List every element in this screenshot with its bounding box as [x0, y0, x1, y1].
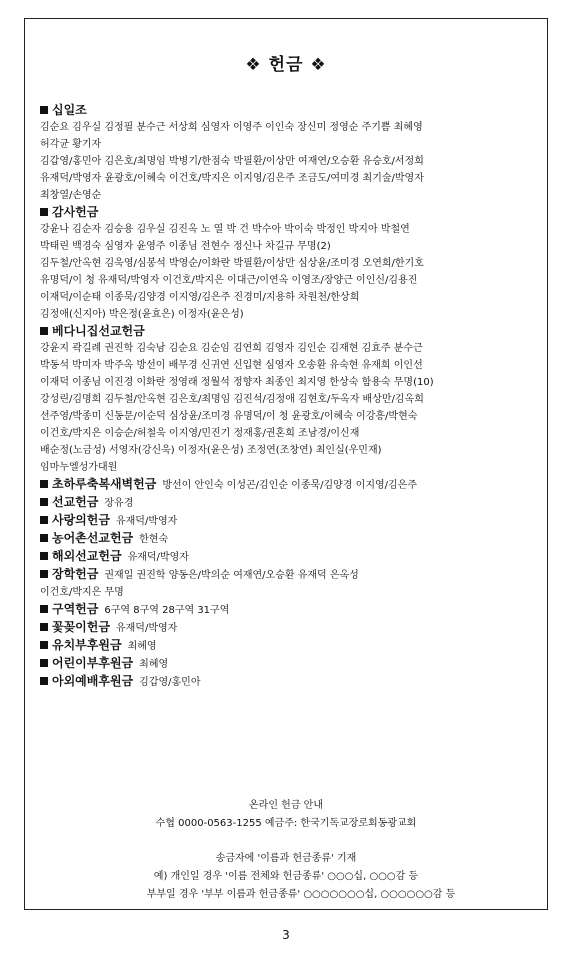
- example-individual: 예) 개인일 경우 '이름 전체와 헌금종류' ○○○십, ○○○감 등: [153, 871, 419, 882]
- name-line: 김순요 김우실 김정필 분수근 서상희 심영자 이영주 이인숙 장신미 정영순 주기쁨 최혜영: [40, 122, 423, 133]
- inline-section-text: 한현숙: [139, 534, 169, 545]
- inline-section-text: 최혜영: [127, 641, 157, 652]
- name-line: 최창열/손영순: [40, 190, 102, 201]
- name-line: 이재덕/이순태 이종묵/김양경 이지영/김은주 진경미/지용하 차원천/한상희: [40, 292, 360, 303]
- inline-section-heading: 초하루축복새벽헌금: [52, 477, 157, 491]
- name-line: 유명덕/이 청 유재덕/박영자 이건호/박지은 이대근/이연옥 이영조/장양근 이인신/김용진: [40, 275, 418, 286]
- inline-section: [40, 530, 536, 548]
- online-offering-title: 온라인 헌금 안내: [249, 800, 323, 811]
- inline-section-text: 6구역 8구역 28구역 31구역: [104, 605, 230, 616]
- example-couple: 부부일 경우 '부부 이름과 헌금종류' ○○○○○○○십, ○○○○○○감 등: [146, 889, 456, 900]
- square-bullet-icon: [40, 659, 48, 667]
- name-line: 김정애(신지아) 박은정(윤효은) 이정자(윤은성): [40, 309, 244, 320]
- square-bullet-icon: [40, 327, 48, 335]
- inline-section: [40, 476, 536, 494]
- name-line: 강윤나 김순자 김승용 김우실 김진옥 노 열 박 건 박수아 박이숙 박정인 박지아 박철연: [40, 224, 410, 235]
- inline-section-heading: 유치부후원금: [52, 638, 122, 652]
- square-bullet-icon: [40, 480, 48, 488]
- name-line: 박태린 백경숙 심영자 윤영주 이종님 전현수 정신나 차길규 무명(2): [40, 241, 331, 252]
- name-line: 박동석 박미자 박주옥 방선이 배무경 신귀연 신입현 심영자 오송환 유숙현 유재희 이인선: [40, 360, 423, 371]
- inline-section: [40, 637, 536, 655]
- inline-section-text: 권재일 권진학 양동은/박의순 여재연/오승환 유재덕 은옥성: [104, 570, 359, 581]
- inline-section-text: 장유경: [104, 498, 134, 509]
- bank-account-info: 수협 0000-0563-1255 예금주: 한국기독교장로회동광교회: [155, 818, 417, 829]
- inline-section-heading: 농어촌선교헌금: [52, 531, 134, 545]
- square-bullet-icon: [40, 605, 48, 613]
- inline-section-heading: 꽃꽂이헌금: [52, 620, 110, 634]
- inline-section: [40, 673, 536, 691]
- name-line: 이건호/박지은 이승순/허철욱 이지영/민진기 정재홍/권혼희 조남경/이신재: [40, 428, 360, 439]
- name-line: 강성린/김명희 김두철/안옥현 김은호/최명임 김진석/김정애 김현호/두옥자 배상만/김옥희: [40, 394, 424, 405]
- inline-section-heading: 아외예배후원금: [52, 674, 134, 688]
- inline-section-text: 방선이 안인숙 이성곤/김인순 이종묵/김양경 이지영/김은주: [162, 480, 418, 491]
- inline-section-text: 유재덕/박영자: [115, 623, 178, 634]
- name-line: 김두철/안옥현 김욱영/심봉석 박영순/이화란 박필환/이상만 심상윤/조미경 오연희/한기호: [40, 258, 424, 269]
- name-line: 배순정(노금성) 서영자(강신욱) 이정자(윤은성) 조정연(조창연) 최인실(우민재): [40, 445, 382, 456]
- name-line: 김갑영/홍민아 김은호/최명임 박병기/한점숙 박필환/이상만 여재연/오승환 유승호/서정희: [40, 156, 424, 167]
- square-bullet-icon: [40, 534, 48, 542]
- square-bullet-icon: [40, 106, 48, 114]
- inline-section-text: 유재덕/박영자: [115, 516, 178, 527]
- section-heading: [40, 204, 536, 221]
- inline-section-text: 김갑영/홍민아: [139, 677, 201, 688]
- offering-list: [40, 102, 536, 691]
- inline-section-heading: 어린이부후원금: [52, 656, 134, 670]
- inline-section-heading: 해외선교헌금: [52, 549, 122, 563]
- inline-section-heading: 장학헌금: [52, 567, 99, 581]
- inline-section-heading: 사랑의헌금: [52, 513, 110, 527]
- section-heading-label: 베다니집선교헌금: [52, 324, 145, 338]
- remittance-instruction: 송금자에 '이름과 헌금종류' 기재: [215, 853, 357, 864]
- square-bullet-icon: [40, 498, 48, 506]
- section-heading-label: 십일조: [52, 103, 87, 117]
- inline-section: [40, 619, 536, 637]
- name-line: 선주영/박종미 신동문/이순덕 심상윤/조미경 유명덕/이 청 윤광호/이혜숙 이강흥/박현숙: [40, 411, 418, 422]
- square-bullet-icon: [40, 208, 48, 216]
- inline-section-text: 유재덕/박영자: [127, 552, 189, 563]
- page-number: 3: [282, 928, 290, 942]
- inline-section-heading: 선교헌금: [52, 495, 99, 509]
- section-heading-label: 감사헌금: [52, 205, 99, 219]
- name-line: 강윤지 곽길례 권진학 김숙남 김순요 김순임 김연희 김영자 김인순 김재현 김효주 분수근: [40, 343, 423, 354]
- inline-section-heading: 구역헌금: [52, 602, 99, 616]
- inline-section: [40, 655, 536, 673]
- section-heading: [40, 323, 536, 340]
- inline-section: [40, 601, 536, 619]
- inline-section: [40, 512, 536, 530]
- square-bullet-icon: [40, 641, 48, 649]
- square-bullet-icon: [40, 516, 48, 524]
- inline-section: [40, 566, 536, 584]
- section-heading: [40, 102, 536, 119]
- name-line: 유재덕/박영자 윤광호/이혜숙 이건호/박지은 이지영/김은주 조금도/여미경 최기술/박영자: [40, 173, 424, 184]
- square-bullet-icon: [40, 623, 48, 631]
- inline-section-continuation: 이건호/박지은 무명: [40, 587, 124, 598]
- inline-section: [40, 548, 536, 566]
- square-bullet-icon: [40, 570, 48, 578]
- square-bullet-icon: [40, 552, 48, 560]
- square-bullet-icon: [40, 677, 48, 685]
- inline-section: [40, 494, 536, 512]
- inline-section-text: 최혜영: [139, 659, 169, 670]
- name-line: 허각균 황기자: [40, 139, 102, 150]
- name-line: 이재덕 이종님 이진경 이화란 정영래 정월석 정향자 최종인 최지영 한상숙 함용숙 무명(10): [40, 377, 434, 388]
- page-title: ❖ 헌금 ❖: [245, 55, 327, 75]
- name-line: 임마누엘성가대원: [40, 462, 118, 473]
